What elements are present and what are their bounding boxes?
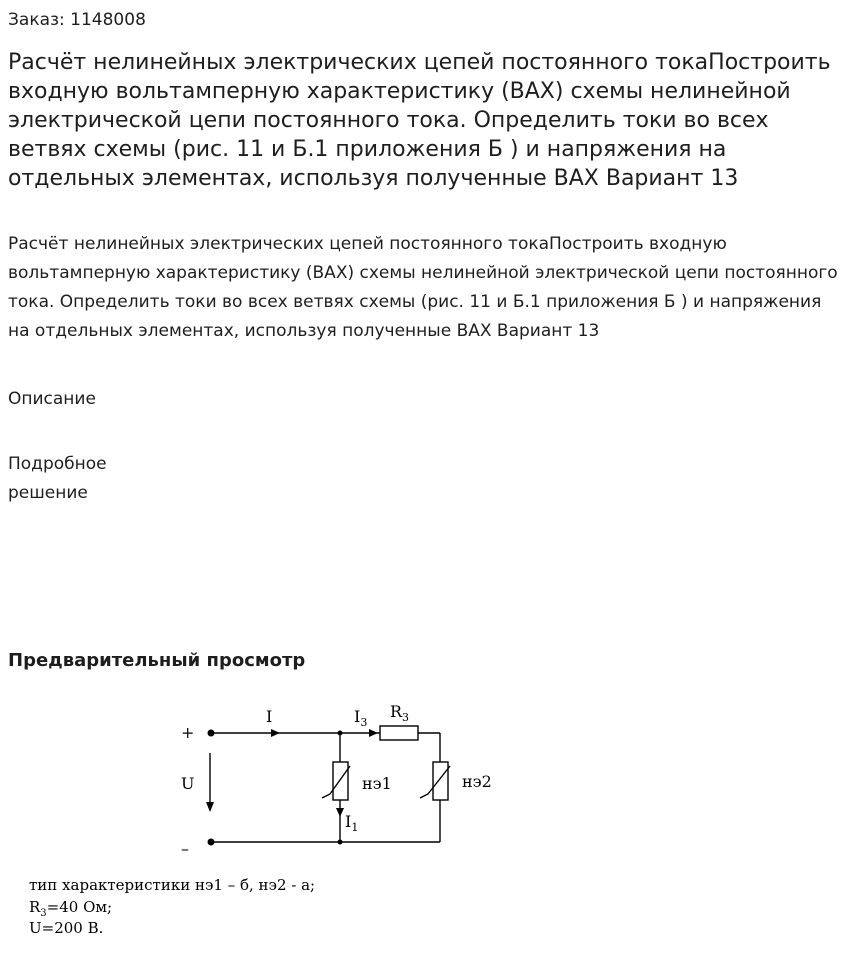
current-1-label: $I_1$	[345, 812, 359, 834]
r3-label: $R_3$	[390, 702, 410, 724]
ne2-slash	[420, 766, 450, 798]
preview-heading: Предварительный просмотр	[8, 650, 306, 671]
arrow-current-main	[271, 729, 280, 737]
current-main-label: I	[266, 707, 273, 726]
task-text: Расчёт нелинейных электрических цепей постоянного токаПостроить входную вольтамперную характеристику (ВАХ) схемы нелинейной электрической цепи постоянного тока. Определить токи во всех ветвях схемы (рис. 11 и Б.1 приложения Б ) и напряжения на отдельных элементах, используя полученные ВАХ Вариант 13	[8, 234, 838, 341]
node-bottom	[338, 840, 343, 845]
arrow-current-3	[369, 729, 378, 737]
resistor-r3	[380, 726, 418, 740]
terminal-plus	[208, 730, 215, 737]
note-r3: $R_3=40$ Ом;	[29, 898, 113, 919]
ne2-label: нэ2	[462, 772, 492, 791]
solution-label: Подробное решение	[8, 454, 107, 503]
note-characteristic-type: тип характеристики нэ1 – б, нэ2 - а;	[29, 876, 316, 894]
minus-sign: –	[181, 839, 189, 858]
terminal-minus	[208, 839, 215, 846]
nonlinear-element-1	[333, 762, 348, 800]
circuit-diagram	[0, 690, 847, 949]
preview-image	[0, 690, 847, 949]
description-label: Описание	[8, 389, 96, 409]
node-top	[338, 731, 343, 736]
arrow-current-1	[336, 808, 344, 817]
plus-sign: +	[181, 723, 195, 742]
arrow-voltage	[206, 802, 214, 812]
ne1-label: нэ1	[362, 774, 392, 793]
nonlinear-element-2	[433, 762, 448, 800]
current-3-label: $I_3$	[354, 707, 368, 729]
note-voltage: U=200 В.	[29, 919, 104, 937]
order-number: Заказ: 1148008	[8, 10, 146, 30]
ne1-slash	[322, 766, 350, 798]
voltage-label: U	[181, 774, 195, 793]
page-title: Расчёт нелинейных электрических цепей постоянного токаПостроить входную вольтамперную характеристику (ВАХ) схемы нелинейной электрической цепи постоянного тока. Определить токи во всех ветвях схемы (рис. 11 и Б.1 приложения Б ) и напряжения на отдельных элементах, используя полученные ВАХ Вариант 13	[8, 50, 831, 191]
